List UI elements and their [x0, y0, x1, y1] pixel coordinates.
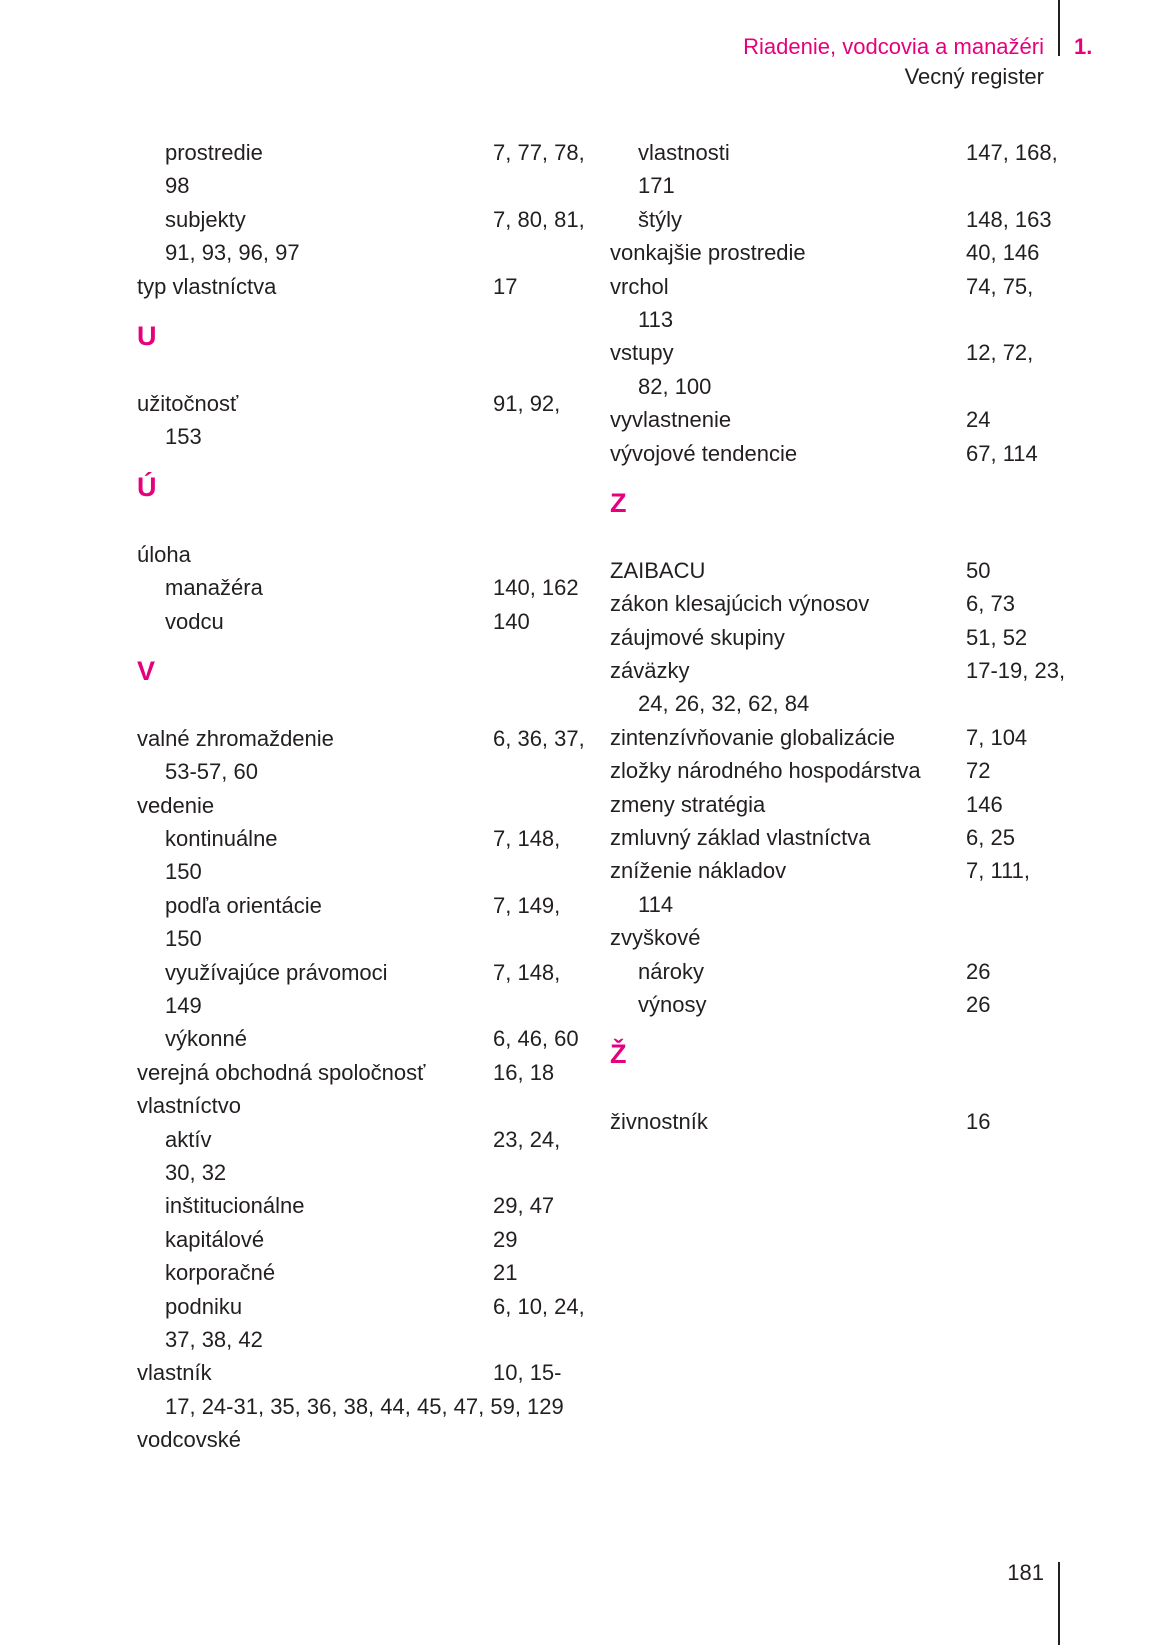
index-term: živnostník — [610, 1109, 708, 1135]
index-term: zmluvný základ vlastníctva — [610, 825, 871, 851]
index-entry — [137, 270, 592, 303]
index-entry — [137, 538, 592, 571]
index-page-refs: 7, 149, — [493, 892, 561, 918]
index-term: vlastnosti — [638, 140, 730, 165]
index-term: inštitucionálne — [165, 1193, 305, 1219]
index-page-refs: 67, 114 — [966, 440, 1038, 466]
index-term: zložky národného hospodárstva — [610, 758, 921, 784]
index-term: vodcu — [165, 608, 224, 634]
index-term: vedenie — [137, 792, 215, 818]
chapter-number: 1. — [1074, 34, 1093, 59]
index-page-refs-continued: 113 — [638, 306, 674, 332]
index-term: podniku — [165, 1293, 243, 1319]
index-term: vyvlastnenie — [610, 407, 732, 433]
index-column-left — [137, 136, 592, 1457]
index-letter-heading: Ž — [610, 1039, 627, 1070]
index-term: vodcovské — [137, 1427, 241, 1453]
index-page-refs-continued: 53-57, 60 — [165, 759, 258, 785]
index-entry — [610, 821, 1065, 854]
index-page-refs: 26 — [966, 958, 991, 984]
index-page-refs: 146 — [966, 791, 1003, 817]
index-term: zákon klesajúcich výnosov — [610, 591, 870, 617]
index-page-refs: 17-19, 23, — [966, 658, 1066, 684]
index-page-refs: 6, 46, 60 — [493, 1026, 579, 1052]
index-page-refs-continued: 82, 100 — [638, 373, 712, 399]
index-page-refs: 21 — [493, 1260, 518, 1286]
index-term: vývojové tendencie — [610, 440, 798, 466]
index-page-refs: 29, 47 — [493, 1193, 555, 1219]
index-term: vonkajšie prostredie — [610, 240, 806, 266]
index-term: manažéra — [165, 575, 263, 601]
index-term: záujmové skupiny — [610, 624, 785, 650]
index-term: kapitálové — [165, 1226, 265, 1252]
index-page-refs: 147, 168, — [966, 140, 1058, 165]
index-page-refs: 91, 92, — [493, 390, 561, 416]
index-term: subjekty — [165, 206, 246, 232]
index-page-refs-continued: 37, 38, 42 — [165, 1326, 263, 1352]
index-subentry — [610, 988, 1065, 1021]
index-page-refs: 29 — [493, 1226, 518, 1252]
index-page-refs: 10, 15- — [493, 1360, 562, 1386]
index-subentry — [137, 1290, 592, 1323]
index-term: úloha — [137, 541, 191, 567]
index-term: zvyškové — [610, 925, 701, 951]
index-page-refs: 26 — [966, 991, 991, 1017]
index-term: vlastníctvo — [137, 1093, 241, 1119]
index-term: využívajúce právomoci — [165, 959, 388, 985]
index-page-refs: 16, 18 — [493, 1059, 555, 1085]
index-term: podľa orientácie — [165, 892, 322, 918]
index-term: ZAIBACU — [610, 557, 706, 583]
index-subentry — [137, 1123, 592, 1156]
index-entry — [610, 270, 1065, 303]
index-page-refs-continued: 149 — [165, 993, 202, 1019]
index-column-right — [610, 136, 1065, 1139]
index-page-refs: 7, 148, — [493, 959, 561, 985]
index-letter-heading: U — [137, 320, 157, 351]
index-page-refs: 40, 146 — [966, 240, 1040, 266]
index-page-refs-continued: 91, 93, 96, 97 — [165, 240, 300, 266]
index-term: verejná obchodná spoločnosť — [137, 1059, 426, 1085]
index-term: valné zhromaždenie — [137, 725, 334, 751]
index-entry — [610, 621, 1065, 654]
index-entry — [610, 437, 1065, 470]
chapter-title: Riadenie, vodcovia a manažéri — [743, 34, 1044, 59]
index-letter-heading: V — [137, 655, 156, 686]
index-page-refs: 17 — [493, 273, 518, 299]
index-page-refs: 23, 24, — [493, 1126, 561, 1152]
footer-vertical-rule — [1058, 1562, 1060, 1645]
index-page-refs: 74, 75, — [966, 273, 1034, 299]
index-subentry — [137, 605, 592, 638]
index-entry — [137, 1423, 592, 1456]
index-entry — [137, 1356, 592, 1389]
index-subentry — [610, 136, 1065, 169]
index-page-refs: 51, 52 — [966, 624, 1028, 650]
index-entry — [137, 1056, 592, 1089]
index-term: typ vlastníctva — [137, 273, 277, 299]
index-term: zmeny stratégia — [610, 791, 766, 817]
index-subentry — [137, 136, 592, 169]
index-entry — [610, 554, 1065, 587]
index-entry — [610, 921, 1065, 954]
index-subentry — [137, 571, 592, 604]
index-subentry — [137, 203, 592, 236]
index-term: vstupy — [610, 340, 674, 366]
index-page-refs-continued: 150 — [165, 926, 202, 952]
index-term: výkonné — [165, 1026, 247, 1052]
index-entry — [610, 654, 1065, 687]
index-term: záväzky — [610, 658, 690, 684]
index-page-refs: 16 — [966, 1109, 991, 1135]
index-page-refs: 50 — [966, 557, 991, 583]
index-letter-heading: Z — [610, 487, 627, 518]
index-entry — [610, 854, 1065, 887]
index-subentry — [137, 956, 592, 989]
index-page-refs: 7, 80, 81, — [493, 206, 585, 232]
index-term: zníženie nákladov — [610, 858, 787, 884]
index-page-refs-continued: 24, 26, 32, 62, 84 — [638, 691, 810, 717]
index-page-refs: 72 — [966, 758, 991, 784]
index-term: nároky — [638, 958, 705, 984]
index-subentry — [137, 1022, 592, 1055]
index-entry — [610, 236, 1065, 269]
index-term: výnosy — [638, 991, 707, 1017]
index-entry — [137, 789, 592, 822]
index-term: prostredie — [165, 140, 263, 165]
index-page-refs: 6, 10, 24, — [493, 1293, 585, 1319]
index-page-refs-continued: 153 — [165, 424, 202, 450]
index-subentry — [137, 1256, 592, 1289]
index-subentry — [610, 955, 1065, 988]
index-term: kontinuálne — [165, 826, 278, 852]
index-entry — [610, 587, 1065, 620]
index-entry — [610, 788, 1065, 821]
index-entry — [610, 403, 1065, 436]
index-term: vrchol — [610, 273, 669, 299]
index-subentry — [137, 1189, 592, 1222]
header-vertical-rule — [1058, 0, 1060, 56]
index-page-refs: 148, 163 — [966, 206, 1052, 232]
index-page-refs: 140, 162 — [493, 575, 579, 601]
index-page-refs: 7, 148, — [493, 826, 561, 852]
index-page-refs: 6, 25 — [966, 825, 1015, 851]
index-term: štýly — [638, 206, 682, 232]
index-page-refs: 24 — [966, 407, 991, 433]
page-number: 181 — [1007, 1560, 1044, 1585]
index-subentry — [137, 822, 592, 855]
index-subentry — [137, 1223, 592, 1256]
index-entry — [137, 387, 592, 420]
index-entry — [610, 754, 1065, 787]
index-page-refs-continued: 17, 24-31, 35, 36, 38, 44, 45, 47, 59, 129 — [165, 1393, 564, 1419]
index-term: aktív — [165, 1126, 212, 1152]
index-term: korporačné — [165, 1260, 276, 1286]
index-entry — [610, 1105, 1065, 1138]
index-entry — [137, 722, 592, 755]
index-term: užitočnosť — [137, 390, 239, 416]
section-title: Vecný register — [904, 64, 1044, 89]
index-page-refs: 6, 73 — [966, 591, 1015, 617]
index-page-refs-continued: 98 — [165, 173, 190, 199]
index-page-refs-continued: 114 — [638, 891, 674, 917]
index-entry — [610, 336, 1065, 369]
index-letter-heading: Ú — [137, 471, 157, 502]
index-term: vlastník — [137, 1360, 212, 1386]
index-term: zintenzívňovanie globalizácie — [610, 724, 895, 750]
index-subentry — [610, 203, 1065, 236]
index-subentry — [137, 889, 592, 922]
index-entry — [137, 1089, 592, 1122]
index-page-refs: 7, 77, 78, — [493, 140, 585, 165]
index-page-refs-continued: 150 — [165, 859, 202, 885]
index-page-refs: 7, 111, — [966, 858, 1031, 884]
index-page-refs-continued: 30, 32 — [165, 1159, 227, 1185]
index-entry — [610, 721, 1065, 754]
index-page-refs-continued: 171 — [638, 173, 675, 199]
index-page-refs: 140 — [493, 608, 530, 634]
index-page-refs: 12, 72, — [966, 340, 1034, 366]
index-page-refs: 6, 36, 37, — [493, 725, 585, 751]
index-page-refs: 7, 104 — [966, 724, 1028, 750]
